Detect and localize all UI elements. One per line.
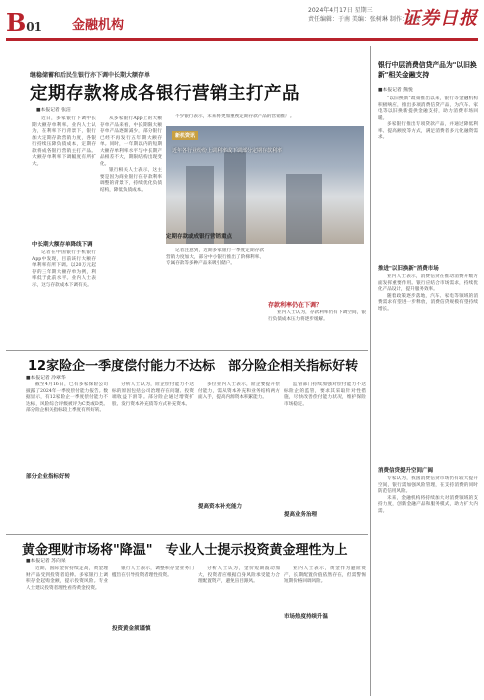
story2-headline: 12家险企一季度偿付能力不达标 部分险企相关指标好转 [28, 359, 359, 374]
story3-text-col1: 近期，国际金价持续走高，黄金理财产品受到投资者追捧。多家银行上调积存金起购金额，提示投资风险。专业人士建议投资者理性看待黄金投资。 [26, 566, 108, 591]
lead-text-top: 不少银行表示，未来将更加重视定期存款产品的营销推广。 [175, 114, 295, 119]
lead-kicker: 继稳储蓄和后民生银行亦下调中长期大额存单 [30, 72, 151, 79]
newspaper-logo: 证券日报 [402, 8, 478, 29]
sidebar-text-3: 专家认为，我国消费信贷市场仍有较大提升空间，银行需加强风险管理，在支持消费的同时防范信用风险。 未来，金融机构将持续加大对消费领域的支持力度，创新金融产品和服务模式，助力扩大内需。 [378, 476, 478, 514]
story2-subhead-2: 提高资本补充能力 [198, 504, 243, 510]
lead-headline: 定期存款将成各银行营销主打产品 [30, 84, 300, 104]
story2-byline: ■本报记者 冷翠华 [26, 376, 66, 381]
lead-byline: ■本报记者 张洁 [36, 108, 71, 113]
lead-subhead-2: 定期存款或成银行营销重点 [166, 234, 233, 240]
photo-tag: 新机资讯 [172, 131, 198, 140]
sidebar-subhead-1: 推进"以旧换新"消费市场 [378, 266, 439, 272]
editor-credits: 责任编辑：于南 美编：张树琳 制作：李波 [308, 16, 420, 23]
story2-text-col1: 截至4月16日，已有多家保险公司披露了2024年一季度偿付能力报告。数据显示，有12家险企一季度偿付能力不达标，风险综合评级被评为C类或D类。部分险企相关指标较上季度有所好转。 [26, 382, 108, 413]
story2-text-col2: 分析人士认为，险企偿付能力不达标的原因包括公司治理存在问题、投资端收益下滑等。部分险企通过增资扩股、发行资本补充债等方式补充资本。 [112, 382, 194, 407]
lead-text-col2: 从多家银行App上的大额存单产品来看，中长期限大额存单产品逐渐减少，部分银行已经不再发行五年期大额存单。同时，一年期以内的短期大额存单利率水平与中长期产品相差不大，期限结构出现变化。 银行相关人士表示，这主要是因为商业银行在存款利率调整的背景下，持续优化负债结构，降低负债成本。 [100, 116, 162, 193]
story3-subhead-1: 投资黄金须谨慎 [112, 626, 151, 632]
masthead-rule [6, 38, 478, 41]
sidebar-headline: 银行中层消费信贷产品为"以旧换新"相关金融支持 [378, 61, 477, 79]
story3-subhead-2: 市场热度持续升温 [284, 614, 329, 620]
sidebar-text-1: "以旧换新"政策推出以来，银行等金融机构积极响应，推出多项消费信贷产品，为汽车、家电等以旧换新提供金融支持，助力消费市场回暖。 多家银行推出专项贷款产品，并通过降低利率、提高额度等方式，满足消费者多元化融资需求。 [378, 96, 478, 140]
lead-text-col4: 业内人士认为，存款利率仍有下调空间，银行负债成本压力将逐步缓解。 [268, 310, 366, 322]
section-rule [6, 534, 368, 535]
sidebar-subhead-2: 消费信贷提升空间广阔 [378, 468, 434, 474]
masthead [0, 0, 484, 44]
section-title: 金融机构 [72, 18, 125, 33]
story2-text-col3: 多位业内人士表示，险企要提升偿付能力，需从资本补充和业务结构两方面入手，提高内源资本积累能力。 [198, 382, 280, 400]
story3-text-col2: 银行人士表示，调整积存金业务门槛旨在引导投资者理性投资。 [112, 566, 194, 578]
photo-caption: 近年各行业纷纷上调利率或下调部分定期存款利率 [172, 148, 283, 154]
sidebar-text-2: 业内人士表示，消费信贷在推动消费升级方面发挥重要作用。银行应结合市场需求，持续优化产品设计，提升服务效率。 随着政策逐步落地，汽车、家电等领域的消费需求有望进一步释放，消费信贷规模有望持续增长。 [378, 274, 478, 312]
story3-headline: 黄金理财市场将"降温" 专业人士提示投资黄金理性为上 [22, 543, 348, 558]
story3-byline: ■本报记者 苏向杲 [26, 559, 66, 564]
lead-text-col1b: 记者在中国银行手机银行App中发现，目前该行大额存单利率有所下调。以20万元起存的三年期大额存单为例，利率低于此前水平。业内人士表示，这与存款成本下调有关。 [32, 250, 96, 288]
page-number: B01 [6, 8, 41, 37]
lead-question: 存款利率仍在下调？ [268, 302, 323, 309]
story3-text-col4: 业内人士表示，黄金作为避险资产，长期配置价值依然存在，但需警惕短期价格回调风险。 [284, 566, 366, 584]
photo-building [286, 174, 322, 244]
story2-text-col4: 监管部门持续加强对偿付能力不达标险企的监管，要求其采取针对性措施，尽快改善偿付能力状况，维护保险市场稳定。 [284, 382, 366, 407]
lead-subhead-1: 中长期大额存单降线下调 [32, 242, 93, 248]
column-divider [370, 46, 371, 696]
sidebar-byline: ■本报记者 熊悦 [378, 88, 413, 93]
story2-subhead-1: 部分企业指标好转 [26, 474, 71, 480]
lead-text-col1: 近日，多家银行下调中长期大额存单利率。业内人士认为，在利率下行背景下，银行加大定期存款营销力度，各银行持续压降负债成本，定期存款将成各银行营销主打产品。大额存单利率下调幅度有所扩大。 [32, 116, 96, 167]
story3-text-col3: 分析人士认为，金价短期波动加大，投资者应根据自身风险承受能力合理配置资产，避免盲目跟风。 [198, 566, 280, 584]
photo-building [224, 152, 246, 244]
section-rule [6, 350, 368, 351]
lead-text-col3: 记者注意到，近期多家银行一季度定期存款营销力度加大，部分中小银行推出了阶梯利率、专属存款等多种产品来吸引储户。 [166, 248, 264, 266]
story2-subhead-3: 提高业务治理 [284, 512, 318, 518]
issue-date: 2024年4月17日 星期三 [308, 7, 373, 14]
